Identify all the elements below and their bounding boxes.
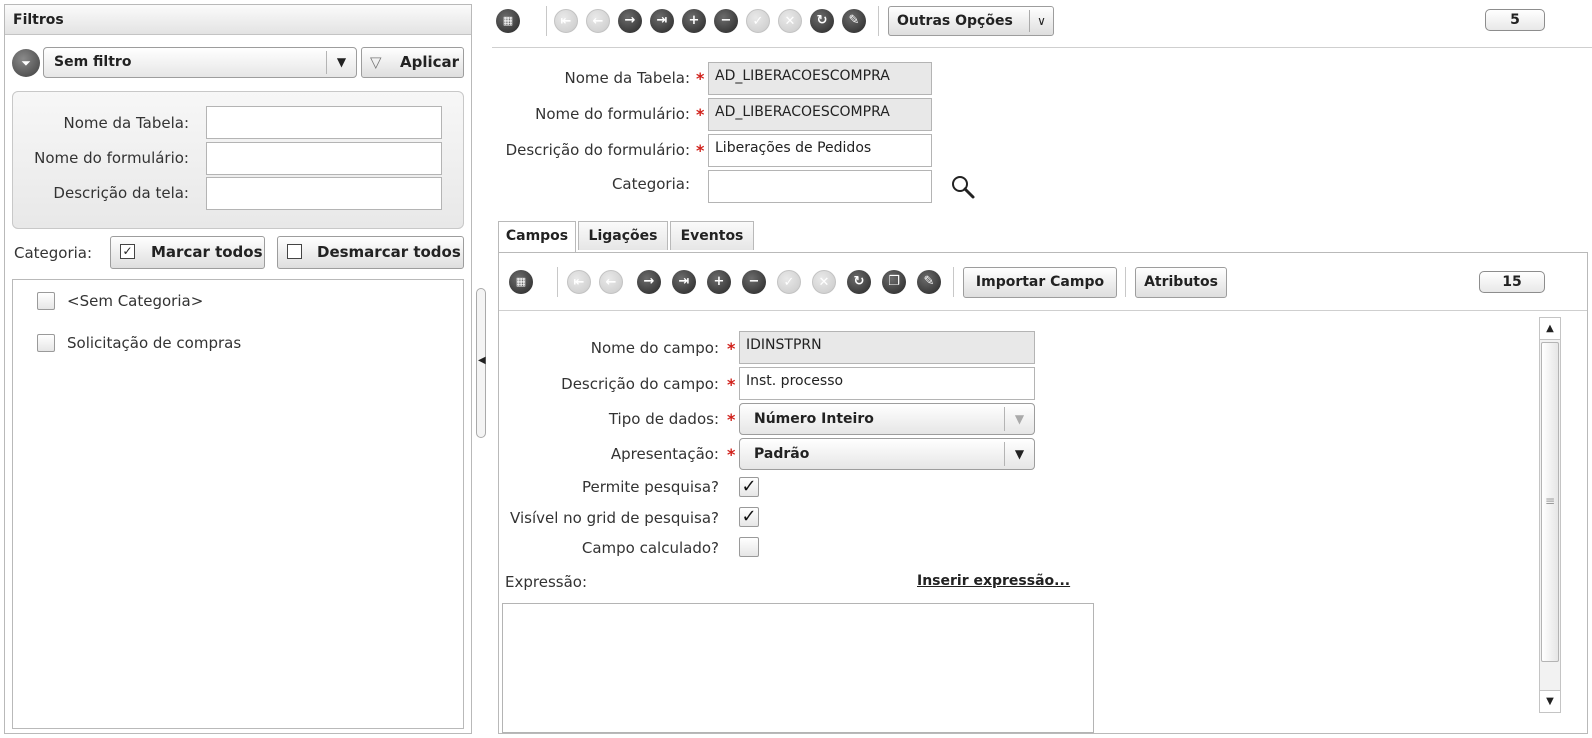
presentation-value: Padrão xyxy=(754,446,810,462)
presentation-select[interactable] xyxy=(739,438,1035,470)
required-marker: * xyxy=(696,69,705,88)
required-marker: * xyxy=(696,105,705,124)
filter-form-name-value xyxy=(207,138,219,164)
field-desc-input[interactable] xyxy=(739,367,1035,400)
tab-ligacoes[interactable]: Ligações xyxy=(578,221,668,250)
scroll-thumb[interactable]: ≡ xyxy=(1541,342,1559,662)
add-icon[interactable]: + xyxy=(707,270,731,294)
filter-fields-box xyxy=(12,91,464,229)
required-marker: * xyxy=(727,410,736,429)
confirm-icon: ✓ xyxy=(746,9,770,33)
next-record-icon[interactable]: → xyxy=(618,9,642,33)
required-marker: * xyxy=(696,141,705,160)
filters-panel xyxy=(4,4,472,734)
remove-icon[interactable]: − xyxy=(714,9,738,33)
more-options-label: Outras Opções xyxy=(897,13,1013,29)
chevron-down-icon[interactable]: ▼ xyxy=(1004,442,1034,466)
filters-title: Filtros xyxy=(5,5,471,35)
form-name-field xyxy=(708,98,932,131)
grid-view-icon[interactable]: ▦ xyxy=(509,270,533,294)
funnel-icon: ▽ xyxy=(370,53,382,71)
cancel-icon: ✕ xyxy=(812,270,836,294)
remove-icon[interactable]: − xyxy=(742,270,766,294)
category-value xyxy=(709,171,931,181)
category-checkbox[interactable] xyxy=(37,292,55,310)
toolbar-separator xyxy=(546,6,547,36)
data-type-value: Número Inteiro xyxy=(754,411,874,427)
field-count-badge: 15 xyxy=(1479,271,1545,293)
visible-grid-label: Visível no grid de pesquisa? xyxy=(510,509,719,527)
scroll-up-icon[interactable]: ▲ xyxy=(1540,318,1560,340)
expression-textarea[interactable] xyxy=(502,603,1094,733)
grid-view-icon[interactable]: ▦ xyxy=(496,9,520,33)
expression-value xyxy=(503,604,1093,614)
filter-table-name-label: Nome da Tabela: xyxy=(63,114,189,132)
required-marker: * xyxy=(727,339,736,358)
add-icon[interactable]: + xyxy=(682,9,706,33)
fields-toolbar xyxy=(499,253,1587,311)
attributes-button[interactable]: Atributos xyxy=(1135,267,1227,298)
chevron-down-icon: ▼ xyxy=(1004,407,1034,431)
refresh-icon[interactable]: ↻ xyxy=(847,270,871,294)
mark-all-button[interactable] xyxy=(110,236,265,269)
next-record-icon[interactable]: → xyxy=(637,270,661,294)
main-toolbar xyxy=(492,0,1592,48)
mark-all-label: Marcar todos xyxy=(151,243,263,261)
field-desc-value: Inst. processo xyxy=(746,373,844,389)
filter-screen-desc-label: Descrição da tela: xyxy=(53,184,189,202)
field-desc-label: Descrição do campo: xyxy=(561,375,719,393)
filter-table-name-input[interactable] xyxy=(206,106,442,139)
toolbar-separator xyxy=(878,6,879,36)
category-label-text: <Sem Categoria> xyxy=(67,292,204,310)
vertical-scrollbar[interactable] xyxy=(1539,317,1561,713)
presentation-label: Apresentação: xyxy=(610,445,719,463)
confirm-icon: ✓ xyxy=(777,270,801,294)
toolbar-separator xyxy=(557,267,558,297)
insert-expression-link[interactable]: Inserir expressão... xyxy=(917,573,1071,589)
table-name-value: AD_LIBERACOESCOMPRA xyxy=(715,68,890,84)
first-record-icon: ⇤ xyxy=(567,270,591,294)
allow-search-checkbox[interactable]: ✓ xyxy=(739,477,759,497)
form-name-value: AD_LIBERACOESCOMPRA xyxy=(715,104,890,120)
category-label: Categoria: xyxy=(14,244,93,262)
fields-tab-panel xyxy=(498,252,1588,734)
chevron-down-icon: ∨ xyxy=(1029,10,1053,32)
form-name-label: Nome do formulário: xyxy=(535,105,690,123)
field-name-value: IDINSTPRN xyxy=(746,337,822,353)
import-field-button[interactable]: Importar Campo xyxy=(963,267,1117,298)
field-name-field xyxy=(739,331,1035,364)
calculated-field-checkbox[interactable] xyxy=(739,537,759,557)
apply-button[interactable] xyxy=(361,47,464,78)
category-input[interactable] xyxy=(708,170,932,203)
last-record-icon[interactable]: ⇥ xyxy=(672,270,696,294)
chevron-down-icon[interactable]: ▼ xyxy=(326,51,356,74)
refresh-icon[interactable]: ↻ xyxy=(810,9,834,33)
filter-select-value: Sem filtro xyxy=(54,54,132,70)
previous-record-icon: ← xyxy=(599,270,623,294)
category-list xyxy=(12,279,464,729)
required-marker: * xyxy=(727,445,736,464)
last-record-icon[interactable]: ⇥ xyxy=(650,9,674,33)
filter-table-name-value xyxy=(207,102,219,128)
scroll-down-icon[interactable]: ▼ xyxy=(1540,690,1560,712)
search-icon[interactable] xyxy=(950,174,976,200)
allow-search-label: Permite pesquisa? xyxy=(581,478,719,496)
field-name-label: Nome do campo: xyxy=(590,339,719,357)
form-desc-value: Liberações de Pedidos xyxy=(715,140,872,156)
check-icon: ✓ xyxy=(120,244,135,259)
filter-select[interactable] xyxy=(43,47,357,78)
data-type-select xyxy=(739,403,1035,435)
checkbox-empty-icon xyxy=(287,244,302,259)
filter-screen-desc-input[interactable] xyxy=(206,177,442,210)
toolbar-separator xyxy=(1125,267,1126,297)
calculated-field-label: Campo calculado? xyxy=(581,539,719,557)
previous-record-icon: ← xyxy=(586,9,610,33)
category-checkbox[interactable] xyxy=(37,334,55,352)
expression-label: Expressão: xyxy=(505,573,587,591)
record-count-badge: 5 xyxy=(1485,9,1545,31)
category-label-text: Solicitação de compras xyxy=(67,334,242,352)
category-field-label: Categoria: xyxy=(611,175,690,193)
filter-add-icon[interactable]: ⏷ xyxy=(12,49,40,77)
filter-form-name-input[interactable] xyxy=(206,142,442,175)
unmark-all-label: Desmarcar todos xyxy=(317,243,461,261)
filter-screen-desc-value xyxy=(207,173,219,199)
form-desc-input[interactable] xyxy=(708,134,932,167)
panel-splitter[interactable] xyxy=(476,288,486,438)
collapse-left-icon[interactable]: ◀ xyxy=(478,355,486,366)
edit-icon[interactable]: ✎ xyxy=(842,9,866,33)
filter-form-name-label: Nome do formulário: xyxy=(34,149,189,167)
visible-grid-checkbox[interactable]: ✓ xyxy=(739,507,759,527)
data-type-label: Tipo de dados: xyxy=(608,410,719,428)
table-name-label: Nome da Tabela: xyxy=(564,69,690,87)
apply-label: Aplicar xyxy=(400,53,460,71)
cancel-icon: ✕ xyxy=(778,9,802,33)
duplicate-icon[interactable]: ❐ xyxy=(882,270,906,294)
more-options-button[interactable] xyxy=(888,6,1054,36)
edit-icon[interactable]: ✎ xyxy=(917,270,941,294)
tab-eventos[interactable]: Eventos xyxy=(670,221,754,250)
form-desc-label: Descrição do formulário: xyxy=(505,141,690,159)
required-marker: * xyxy=(727,375,736,394)
unmark-all-button[interactable] xyxy=(277,236,464,269)
toolbar-separator xyxy=(953,267,954,297)
table-name-field xyxy=(708,62,932,95)
tab-campos[interactable]: Campos xyxy=(498,221,576,253)
first-record-icon: ⇤ xyxy=(554,9,578,33)
